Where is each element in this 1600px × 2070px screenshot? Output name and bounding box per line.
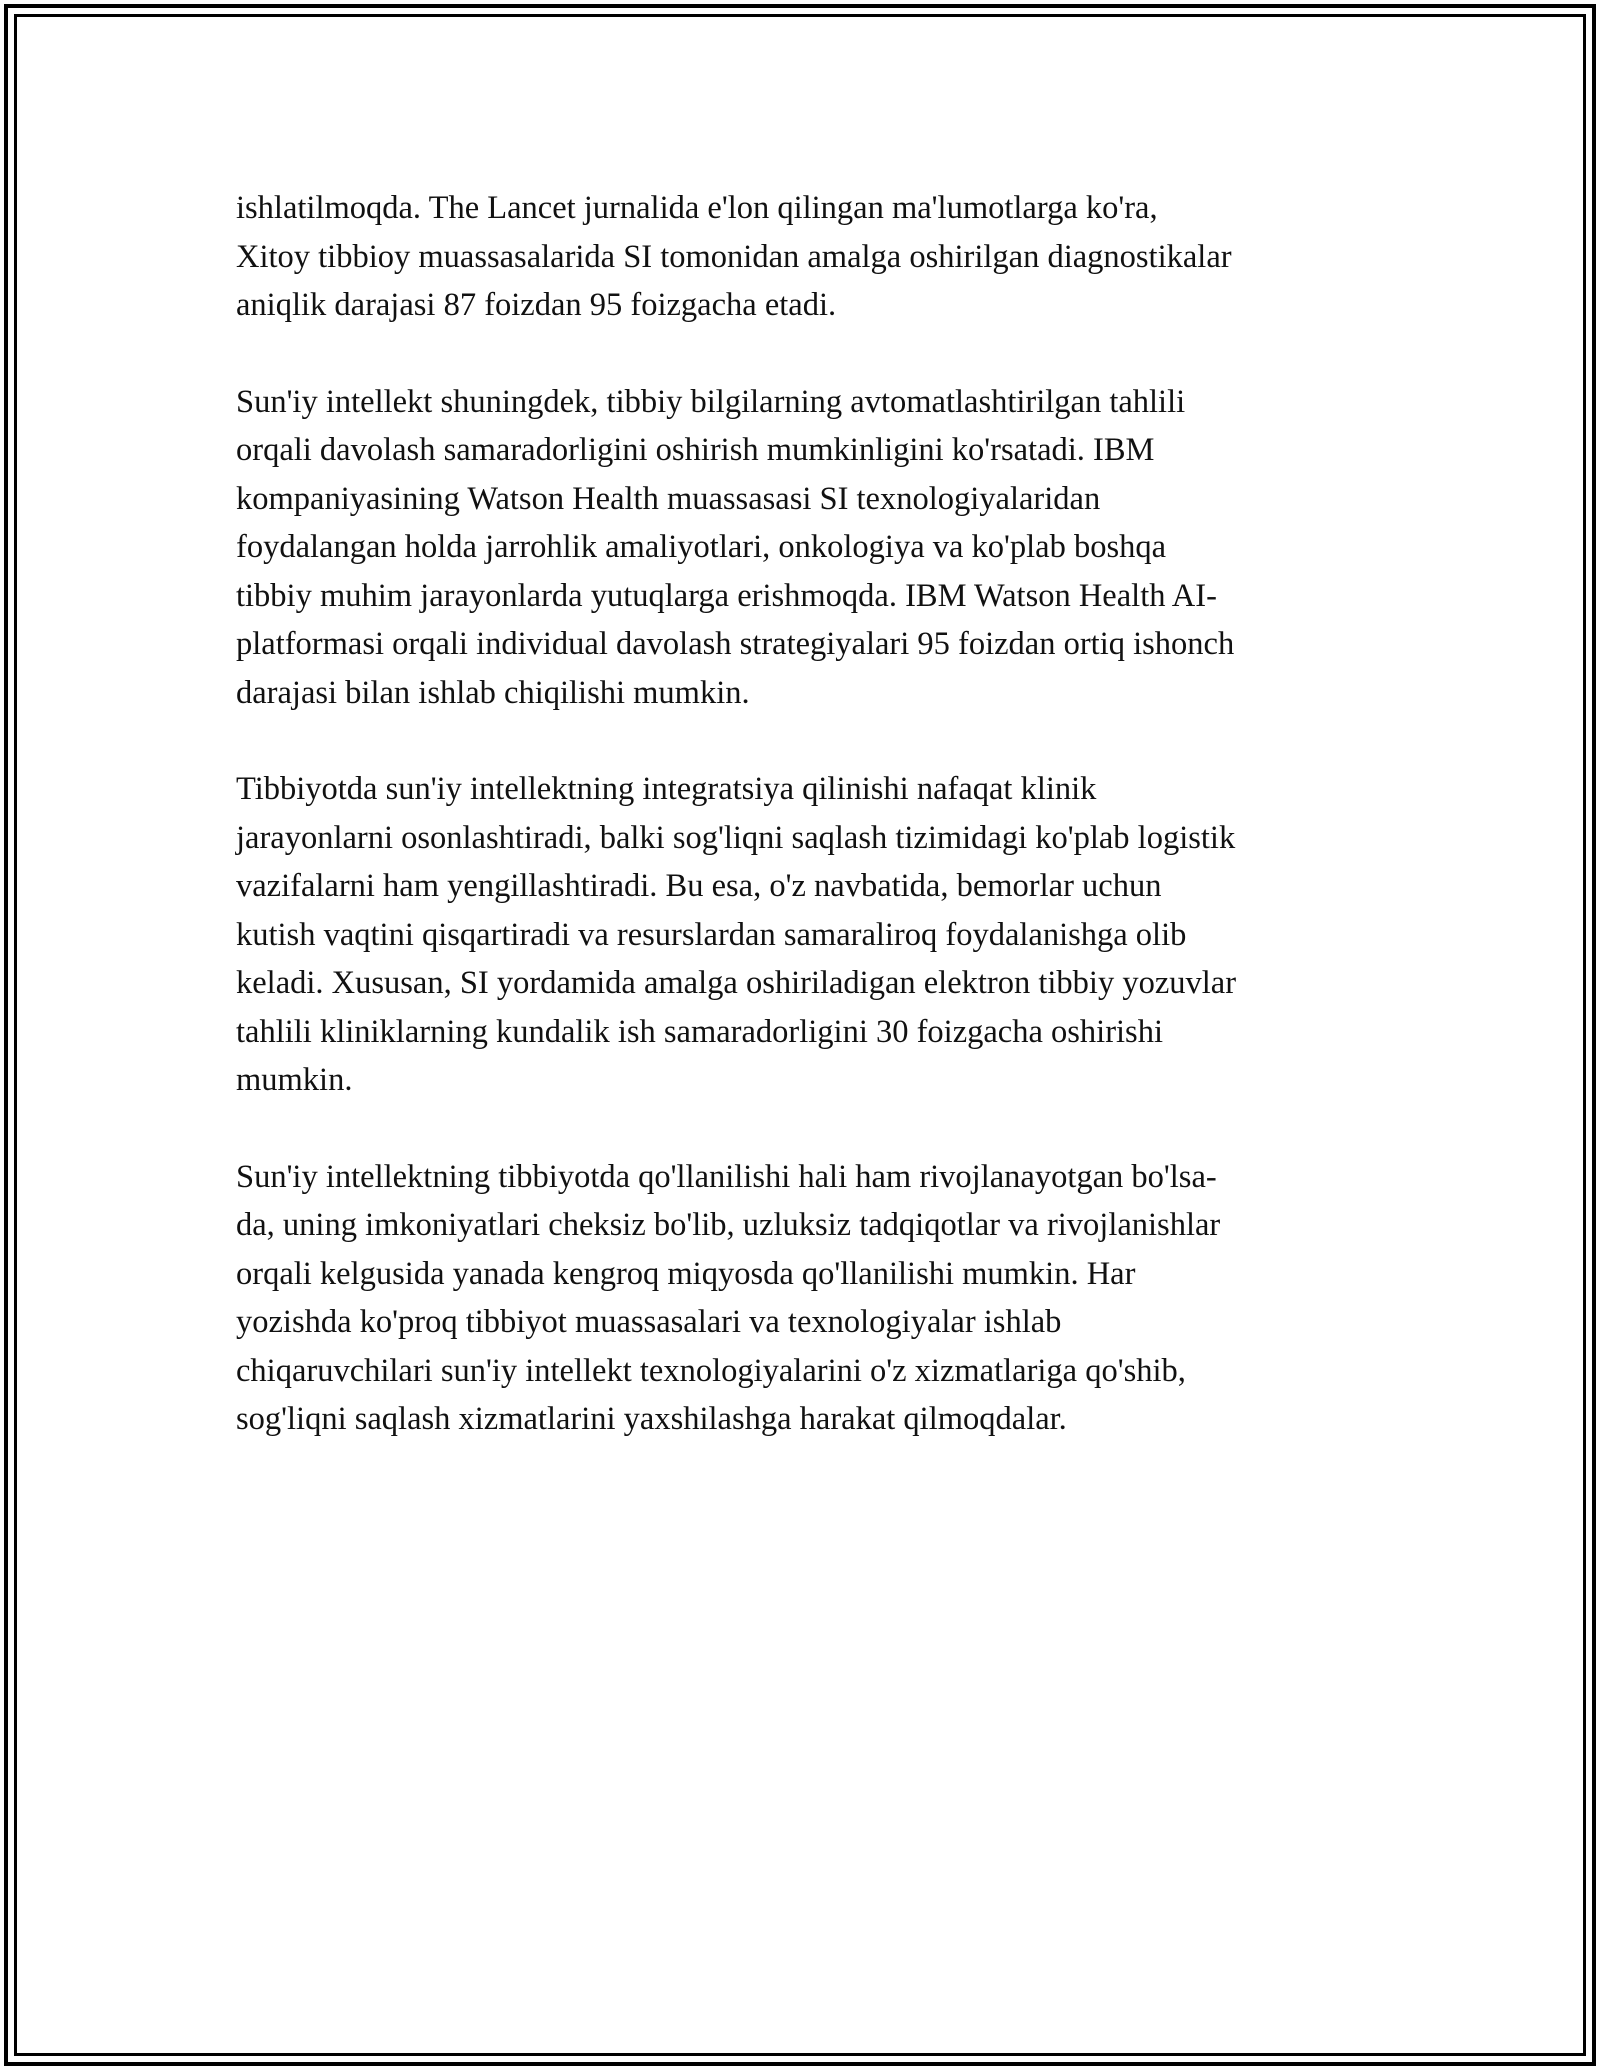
text-line: orqali davolash samaradorligini oshirish mumkinligini ko'rsatadi. IBM bbox=[236, 432, 1155, 468]
text-line: vazifalarni ham yengillashtiradi. Bu esa, o'z navbatida, bemorlar uchun bbox=[236, 868, 1162, 904]
text-line: platformasi orqali individual davolash strategiyalari 95 foizdan ortiq ishonch bbox=[236, 626, 1235, 662]
text-line: kutish vaqtini qisqartiradi va resurslardan samaraliroq foydalanishga olib bbox=[236, 916, 1187, 953]
paragraph-lancet-diagnostics bbox=[236, 184, 1376, 330]
text-line: mumkin. bbox=[236, 1062, 353, 1098]
text-line: aniqlik darajasi 87 foizdan 95 foizgacha etadi. bbox=[236, 287, 837, 323]
text-line: Sun'iy intellektning tibbiyotda qo'llanilishi hali ham rivojlanayotgan bo'lsa- bbox=[236, 1158, 1217, 1195]
text-line: sog'liqni saqlash xizmatlarini yaxshilashga harakat qilmoqdalar. bbox=[236, 1401, 1067, 1437]
text-line: kompaniyasining Watson Health muassasasi SI texnologiyalaridan bbox=[236, 480, 1101, 517]
text-line: da, uning imkoniyatlari cheksiz bo'lib, uzluksiz tadqiqotlar va rivojlanishlar bbox=[236, 1207, 1221, 1243]
text-line: yozishda ko'proq tibbiyot muassasalari va texnologiyalar ishlab bbox=[236, 1304, 1062, 1340]
text-line: tahlili kliniklarning kundalik ish samaradorligini 30 foizgacha oshirishi bbox=[236, 1013, 1163, 1050]
text-line: Sun'iy intellekt shuningdek, tibbiy bilgilarning avtomatlashtirilgan tahlili bbox=[236, 383, 1186, 420]
text-line: orqali kelgusida yanada kengroq miqyosda qo'llanilishi mumkin. Har bbox=[236, 1255, 1136, 1292]
text-line: darajasi bilan ishlab chiqilishi mumkin. bbox=[236, 674, 750, 711]
text-line: keladi. Xususan, SI yordamida amalga oshiriladigan elektron tibbiy yozuvlar bbox=[236, 965, 1237, 1001]
document-body bbox=[236, 184, 1376, 1492]
text-line: Xitoy tibbioy muassasalarida SI tomonidan amalga oshirilgan diagnostikalar bbox=[236, 238, 1232, 275]
text-line: foydalangan holda jarrohlik amaliyotlari, onkologiya va ko'plab boshqa bbox=[236, 529, 1167, 565]
paragraph-integration bbox=[236, 765, 1376, 1105]
text-line: jarayonlarni osonlashtiradi, balki sog'liqni saqlash tizimidagi ko'plab logistik bbox=[236, 819, 1236, 856]
text-line: ishlatilmoqda. The Lancet jurnalida e'lon qilingan ma'lumotlarga ko'ra, bbox=[236, 190, 1158, 226]
text-line: Tibbiyotda sun'iy intellektning integratsiya qilinishi nafaqat klinik bbox=[236, 771, 1097, 807]
text-line: chiqaruvchilari sun'iy intellekt texnologiyalarini o'z xizmatlariga qo'shib, bbox=[236, 1352, 1186, 1389]
paragraph-future-outlook bbox=[236, 1153, 1376, 1444]
paragraph-ibm-watson bbox=[236, 378, 1376, 718]
text-line: tibbiy muhim jarayonlarda yutuqlarga erishmoqda. IBM Watson Health AI- bbox=[236, 577, 1217, 614]
